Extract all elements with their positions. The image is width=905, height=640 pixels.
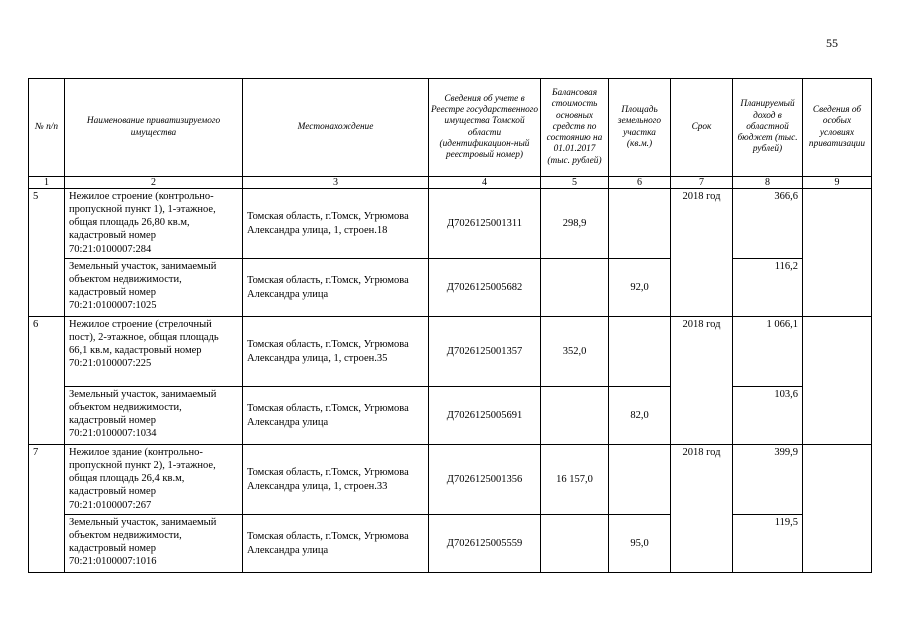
property-name: Земельный участок, занимаемый объектом недвижимости, кадастровый номер 70:21:0100007:1034 [65, 387, 243, 445]
privatization-table [28, 78, 872, 573]
register-id: Д7026125005691 [429, 387, 541, 445]
planned-income: 1 066,1 [733, 317, 803, 387]
balance-value: 298,9 [541, 189, 609, 259]
privatization-term: 2018 год [671, 317, 733, 445]
header-row [29, 79, 872, 177]
privatization-term: 2018 год [671, 445, 733, 573]
property-name: Земельный участок, занимаемый объектом недвижимости, кадастровый номер 70:21:0100007:1025 [65, 259, 243, 317]
land-area [609, 189, 671, 259]
table-row [29, 387, 872, 445]
table-row [29, 317, 872, 387]
register-id: Д7026125005682 [429, 259, 541, 317]
column-number: 6 [609, 177, 671, 189]
land-area: 92,0 [609, 259, 671, 317]
header-cell-num: № п/п [29, 79, 65, 177]
property-name: Нежилое строение (контрольно-пропускной пункт 1), 1-этажное, общая площадь 26,80 кв.м, кадастровый номер 70:21:0100007:284 [65, 189, 243, 259]
privatization-term: 2018 год [671, 189, 733, 317]
register-id: Д7026125001311 [429, 189, 541, 259]
header-cell-term: Срок [671, 79, 733, 177]
column-number: 9 [803, 177, 872, 189]
register-id: Д7026125001357 [429, 317, 541, 387]
item-number: 7 [29, 445, 65, 573]
property-location: Томская область, г.Томск, Угрюмова Александра улица, 1, строен.18 [243, 189, 429, 259]
header-cell-location: Местонахождение [243, 79, 429, 177]
column-number: 3 [243, 177, 429, 189]
special-conditions [803, 189, 872, 317]
column-number: 8 [733, 177, 803, 189]
column-number: 5 [541, 177, 609, 189]
property-name: Нежилое строение (стрелочный пост), 2-этажное, общая площадь 66,1 кв.м, кадастровый номер 70:21:0100007:225 [65, 317, 243, 387]
land-area [609, 317, 671, 387]
land-area: 82,0 [609, 387, 671, 445]
property-location: Томская область, г.Томск, Угрюмова Александра улица, 1, строен.33 [243, 445, 429, 515]
property-name: Нежилое здание (контрольно-пропускной пункт 2), 1-этажное, общая площадь 26,4 кв.м, кадастровый номер 70:21:0100007:267 [65, 445, 243, 515]
column-number: 7 [671, 177, 733, 189]
header-cell-balance: Балансовая стоимость основных средств по состоянию на 01.01.2017 (тыс. рублей) [541, 79, 609, 177]
property-location: Томская область, г.Томск, Угрюмова Александра улица [243, 515, 429, 573]
header-cell-register: Сведения об учете в Реестре государственного имущества Томской области (идентификацион-ный реестровый номер) [429, 79, 541, 177]
table-row [29, 259, 872, 317]
table-row [29, 189, 872, 259]
header-cell-area: Площадь земельного участка (кв.м.) [609, 79, 671, 177]
planned-income: 366,6 [733, 189, 803, 259]
header-cell-name: Наименование приватизируемого имущества [65, 79, 243, 177]
planned-income: 116,2 [733, 259, 803, 317]
balance-value [541, 515, 609, 573]
column-number: 4 [429, 177, 541, 189]
balance-value [541, 387, 609, 445]
planned-income: 103,6 [733, 387, 803, 445]
column-number: 2 [65, 177, 243, 189]
property-location: Томская область, г.Томск, Угрюмова Александра улица, 1, строен.35 [243, 317, 429, 387]
balance-value [541, 259, 609, 317]
balance-value: 352,0 [541, 317, 609, 387]
property-name: Земельный участок, занимаемый объектом недвижимости, кадастровый номер 70:21:0100007:1016 [65, 515, 243, 573]
column-number-row [29, 177, 872, 189]
header-cell-special: Сведения об особых условиях приватизации [803, 79, 872, 177]
property-location: Томская область, г.Томск, Угрюмова Александра улица [243, 259, 429, 317]
register-id: Д7026125001356 [429, 445, 541, 515]
property-location: Томская область, г.Томск, Угрюмова Александра улица [243, 387, 429, 445]
header-cell-income: Планируемый доход в областной бюджет (тыс. рублей) [733, 79, 803, 177]
page-number: 55 [826, 36, 838, 50]
table-row [29, 515, 872, 573]
balance-value: 16 157,0 [541, 445, 609, 515]
special-conditions [803, 445, 872, 573]
item-number: 6 [29, 317, 65, 445]
planned-income: 119,5 [733, 515, 803, 573]
special-conditions [803, 317, 872, 445]
table-row [29, 445, 872, 515]
land-area [609, 445, 671, 515]
register-id: Д7026125005559 [429, 515, 541, 573]
land-area: 95,0 [609, 515, 671, 573]
column-number: 1 [29, 177, 65, 189]
planned-income: 399,9 [733, 445, 803, 515]
item-number: 5 [29, 189, 65, 317]
